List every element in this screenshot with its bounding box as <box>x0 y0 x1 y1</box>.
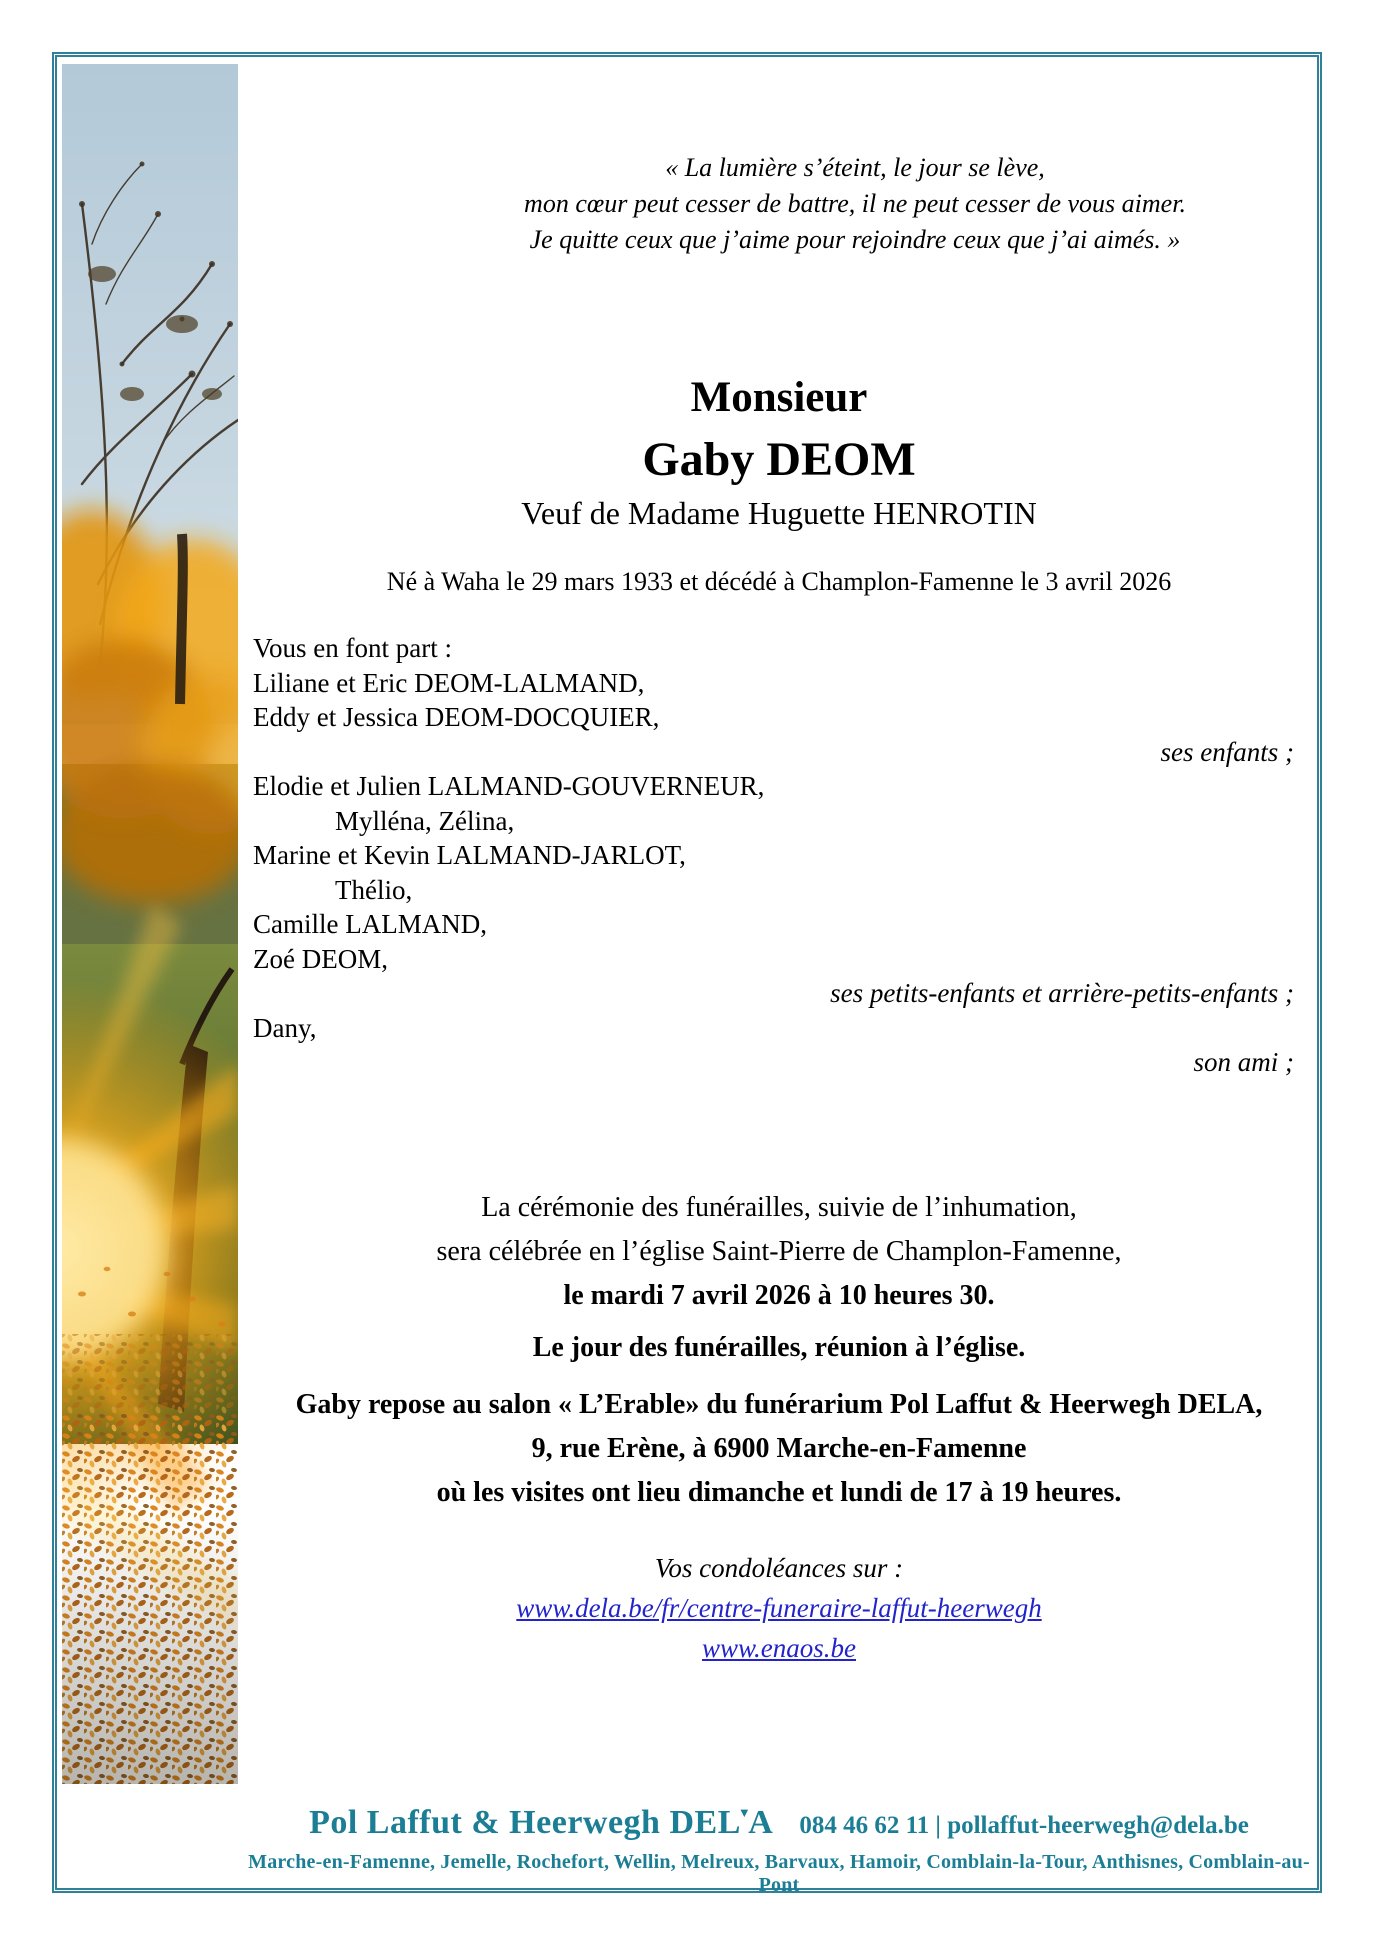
deceased-name: Gaby DEOM <box>642 433 916 486</box>
family-line: Liliane et Eric DEOM-LALMAND, <box>253 667 645 698</box>
logo-text: A <box>748 1804 774 1841</box>
condolences-block <box>244 1548 1314 1668</box>
autumn-photo-image <box>62 64 238 1784</box>
memorial-quote <box>420 150 1290 258</box>
salutation-title: Monsieur <box>690 374 868 421</box>
family-line: Mylléna, Zélina, <box>335 805 515 836</box>
announcement-intro: Vous en font part : <box>253 633 452 663</box>
family-line: Elodie et Julien LALMAND-GOUVERNEUR, <box>253 771 765 801</box>
family-line: Thélio, <box>335 874 413 905</box>
quote-line: « La lumière s’éteint, le jour se lève, <box>665 153 1045 182</box>
family-line: Zoé DEOM, <box>253 943 388 974</box>
ceremony-section <box>244 1186 1314 1668</box>
life-dates: Né à Waha le 29 mars 1933 et décédé à Champlon-Famenne le 3 avril 2026 <box>386 567 1172 596</box>
ceremony-datetime: le mardi 7 avril 2026 à 10 heures 30. <box>563 1280 995 1311</box>
repose-line-1: Gaby repose au salon « L’Erable» du funérarium Pol Laffut & Heerwegh DELA, <box>295 1389 1263 1420</box>
grandchildren-label: ses petits-enfants et arrière-petits-enfants ; <box>830 978 1294 1008</box>
family-line: Marine et Kevin LALMAND-JARLOT, <box>253 840 686 870</box>
funeral-home-footer <box>244 1804 1314 1897</box>
children-label: ses enfants ; <box>1160 736 1294 767</box>
funeral-home-logo <box>309 1804 773 1842</box>
quote-line: mon cœur peut cesser de battre, il ne peut cesser de vous aimer. <box>524 189 1186 218</box>
logo-triangle-icon: ▼ <box>737 1805 752 1820</box>
repose-line-3: où les visites ont lieu dimanche et lundi de 17 à 19 heures. <box>436 1477 1122 1508</box>
family-line: Camille LALMAND, <box>253 909 487 939</box>
memorial-photo <box>62 64 238 1784</box>
family-line: Dany, <box>253 1012 317 1043</box>
family-announcement <box>253 631 1294 1080</box>
footer-contact: 084 46 62 11 | pollaffut-heerwegh@dela.be <box>799 1812 1249 1839</box>
friend-label: son ami ; <box>1193 1047 1294 1077</box>
widow-relation: Veuf de Madame Huguette HENROTIN <box>521 495 1037 531</box>
footer-locations: Marche-en-Famenne, Jemelle, Rochefort, Wellin, Melreux, Barvaux, Hamoir, Comblain-la-Tour, Anthisnes, Comblain-au-Pont <box>248 1851 1310 1896</box>
quote-line: Je quitte ceux que j’aime pour rejoindre ceux que j’ai aimés. » <box>529 225 1181 254</box>
condolence-link-dela[interactable]: www.dela.be/fr/centre-funeraire-laffut-heerwegh <box>516 1593 1042 1623</box>
condolence-link-enaos[interactable]: www.enaos.be <box>702 1633 856 1663</box>
repose-line-2: 9, rue Erène, à 6900 Marche-en-Famenne <box>531 1433 1027 1464</box>
logo-text: Pol Laffut & Heerwegh DEL <box>309 1804 741 1841</box>
ceremony-line-1: La cérémonie des funérailles, suivie de l’inhumation, <box>481 1192 1077 1223</box>
condolences-label: Vos condoléances sur : <box>654 1553 904 1583</box>
family-line: Eddy et Jessica DEOM-DOCQUIER, <box>253 702 660 732</box>
ceremony-line-2: sera célébrée en l’église Saint-Pierre de Champlon-Famenne, <box>436 1236 1122 1267</box>
funeral-day-note: Le jour des funérailles, réunion à l’église. <box>532 1332 1026 1363</box>
